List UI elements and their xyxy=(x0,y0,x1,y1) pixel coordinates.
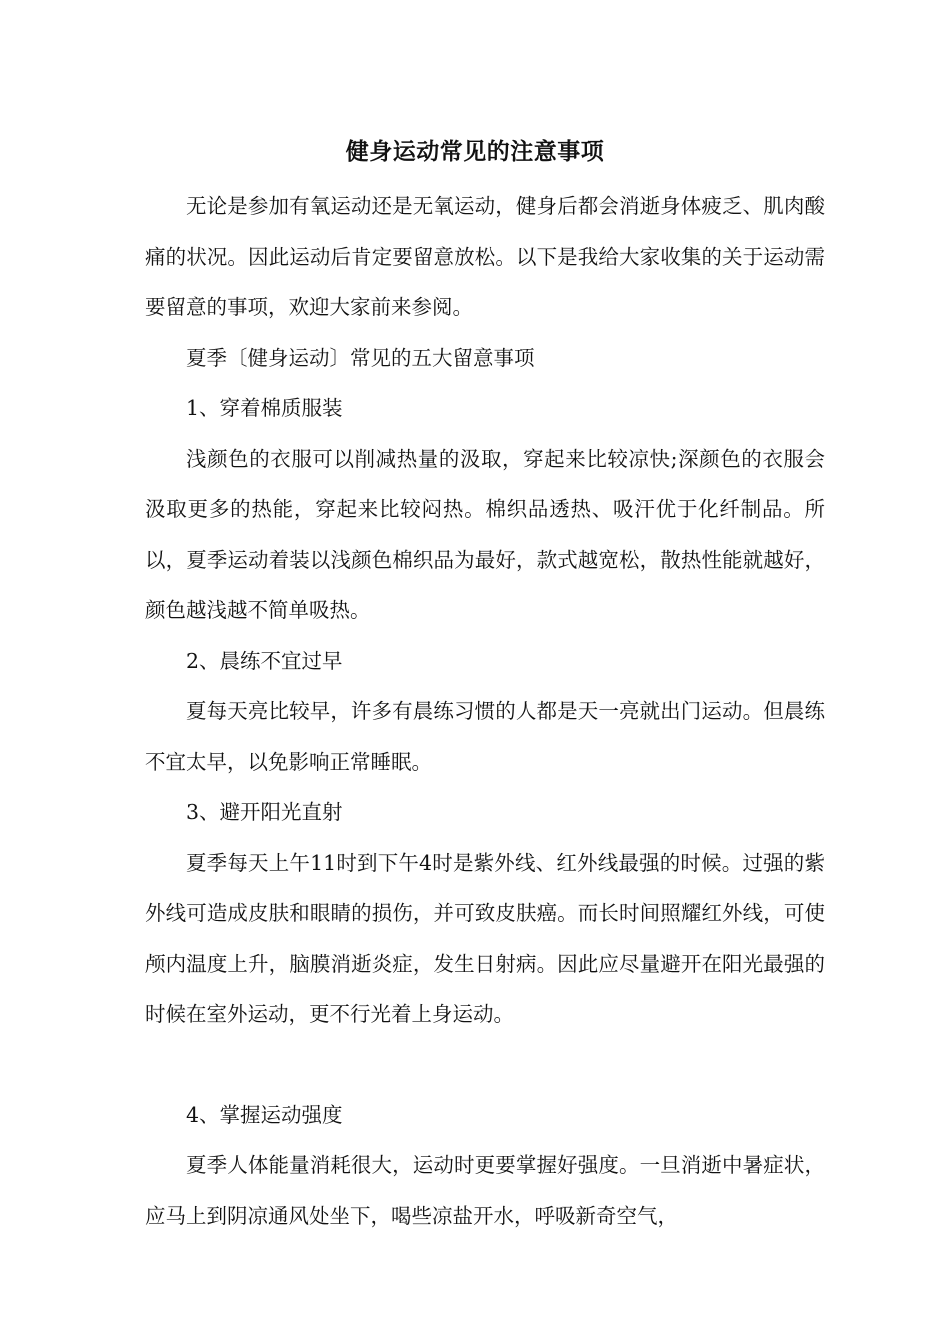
section-heading: 夏季〔健身运动〕常见的五大留意事项 xyxy=(186,345,535,370)
item-heading-3: 3、避开阳光直射 xyxy=(186,800,343,824)
item-paragraph-1: 浅颜色的衣服可以削减热量的汲取，穿起来比较凉快;深颜色的衣服会汲取更多的热能，穿起来比较闷热。棉织品透热、吸汗优于化纤制品。所以，夏季运动着装以浅颜色棉织品为最好，款式越宽松，散热性能就越好，颜色越浅越不简单吸热。 xyxy=(145,446,825,622)
intro-paragraph: 无论是参加有氧运动还是无氧运动，健身后都会消逝身体疲乏、肌肉酸痛的状况。因此运动后肯定要留意放松。以下是我给大家收集的关于运动需要留意的事项，欢迎大家前来参阅。 xyxy=(145,194,825,319)
item-heading-4: 4、掌握运动强度 xyxy=(186,1102,343,1127)
item-paragraph-2: 夏每天亮比较早，许多有晨练习惯的人都是天一亮就出门运动。但晨练不宜太早，以免影响正常睡眠。 xyxy=(145,699,825,774)
item-paragraph-4: 夏季人体能量消耗很大，运动时更要掌握好强度。一旦消逝中暑症状，应马上到阴凉通风处坐下，喝些凉盐开水，呼吸新奇空气， xyxy=(145,1153,825,1228)
document-body xyxy=(145,181,825,1241)
document-title: 健身运动常见的注意事项 xyxy=(345,138,605,165)
item-heading-1: 1、穿着棉质服装 xyxy=(186,396,343,420)
item-heading-2: 2、晨练不宜过早 xyxy=(186,648,343,673)
item-paragraph-3: 夏季每天上午11时到下午4时是紫外线、红外线最强的时候。过强的紫外线可造成皮肤和眼睛的损伤，并可致皮肤癌。而长时间照耀红外线，可使颅内温度上升，脑膜消逝炎症，发生日射病。因此应尽量避开在阳光最强的时候在室外运动，更不行光着上身运动。 xyxy=(145,850,825,1026)
paragraph-spacer xyxy=(145,1040,825,1090)
